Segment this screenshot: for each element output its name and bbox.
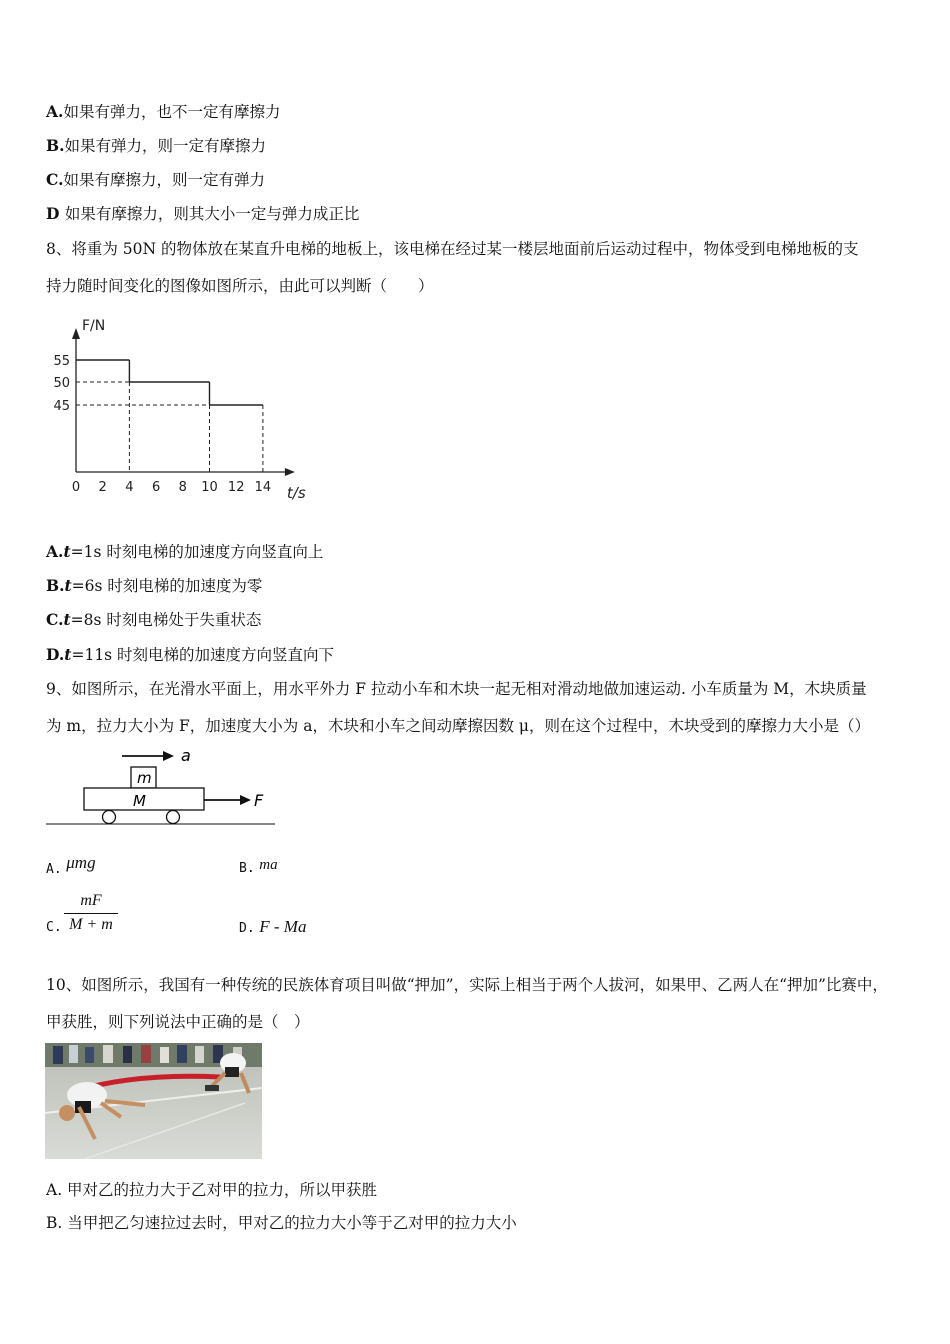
x-axis-arrow xyxy=(285,468,295,476)
q8-option-d: D.t=11s 时刻电梯的加速度方向竖直向下 xyxy=(46,645,335,664)
q8-force-time-graph xyxy=(40,312,330,504)
x-tick-label: 6 xyxy=(151,480,161,495)
fraction-numerator: mF xyxy=(80,892,102,909)
force-arrow xyxy=(204,795,251,805)
x-axis-label: t/s xyxy=(286,484,306,502)
y-axis-label: F/N xyxy=(82,318,106,334)
q9-option-d: D. F - Ma xyxy=(239,917,307,936)
block-label: m xyxy=(137,769,152,787)
x-tick-label: 12 xyxy=(227,480,245,495)
q8-stem-line1: 8、将重为 50N 的物体放在某直升电梯的地板上，该电梯在经过某一楼层地面前后运动过程中，物体受到电梯地板的支 xyxy=(46,240,859,258)
accel-label: a xyxy=(181,746,191,765)
q9-option-c-fraction xyxy=(64,891,118,934)
y-tick-label: 45 xyxy=(53,399,70,414)
yajia-game-photo xyxy=(45,1043,262,1159)
y-tick-label: 55 xyxy=(53,354,70,369)
q7-option-d: D 如果有摩擦力，则其大小一定与弹力成正比 xyxy=(46,204,360,223)
force-label: F xyxy=(254,791,264,810)
q9-stem-line1: 9、如图所示，在光滑水平面上，用水平外力 F 拉动小车和木块一起无相对滑动地做加速运动. 小车质量为 M，木块质量 xyxy=(46,680,867,698)
cart-wheel-right xyxy=(167,811,180,824)
x-tick-label: 8 xyxy=(178,480,187,495)
q7-option-a: A.如果有弹力，也不一定有摩擦力 xyxy=(46,102,281,121)
q9-stem-line2: 为 m，拉力大小为 F，加速度大小为 a，木块和小车之间动摩擦因数 μ，则在这个过程中，木块受到的摩擦力大小是（） xyxy=(46,717,870,735)
q9-option-b: B. ma xyxy=(239,857,278,876)
q10-stem-line1: 10、如图所示，我国有一种传统的民族体育项目叫做“押加”，实际上相当于两个人拔河，如果甲、乙两人在“押加”比赛中， xyxy=(46,976,888,994)
q7-option-b: B.如果有弹力，则一定有摩擦力 xyxy=(46,136,267,155)
q7-option-c: C.如果有摩擦力，则一定有弹力 xyxy=(46,170,265,189)
x-tick-label: 10 xyxy=(201,480,218,495)
q8-option-c: C.t=8s 时刻电梯处于失重状态 xyxy=(46,610,262,629)
q9-cart-diagram xyxy=(44,742,280,828)
x-tick-label: 0 xyxy=(71,480,81,495)
y-axis-arrow xyxy=(72,328,80,339)
acceleration-arrow xyxy=(122,751,174,761)
q9-option-a: A. μmg xyxy=(46,853,96,877)
fraction-denominator: M + m xyxy=(69,916,113,933)
x-tick-label: 2 xyxy=(98,480,107,495)
cart-wheel-left xyxy=(103,811,116,824)
cart-label: M xyxy=(133,792,146,810)
q8-option-a: A.t=1s 时刻电梯的加速度方向竖直向上 xyxy=(46,542,324,561)
x-tick-label: 4 xyxy=(125,480,134,495)
q9-option-c: C. xyxy=(46,920,62,935)
q8-stem-line2: 持力随时间变化的图像如图所示，由此可以判断（ ） xyxy=(46,277,434,295)
x-tick-label: 14 xyxy=(254,480,272,495)
q10-option-a: A. 甲对乙的拉力大于乙对甲的拉力，所以甲获胜 xyxy=(46,1181,378,1199)
q10-option-b: B. 当甲把乙匀速拉过去时，甲对乙的拉力大小等于乙对甲的拉力大小 xyxy=(46,1214,517,1232)
y-tick-label: 50 xyxy=(53,376,70,391)
q10-stem-line2: 甲获胜，则下列说法中正确的是（ ） xyxy=(46,1013,310,1031)
q8-option-b: B.t=6s 时刻电梯的加速度为零 xyxy=(46,576,263,595)
fraction-bar xyxy=(64,913,118,914)
